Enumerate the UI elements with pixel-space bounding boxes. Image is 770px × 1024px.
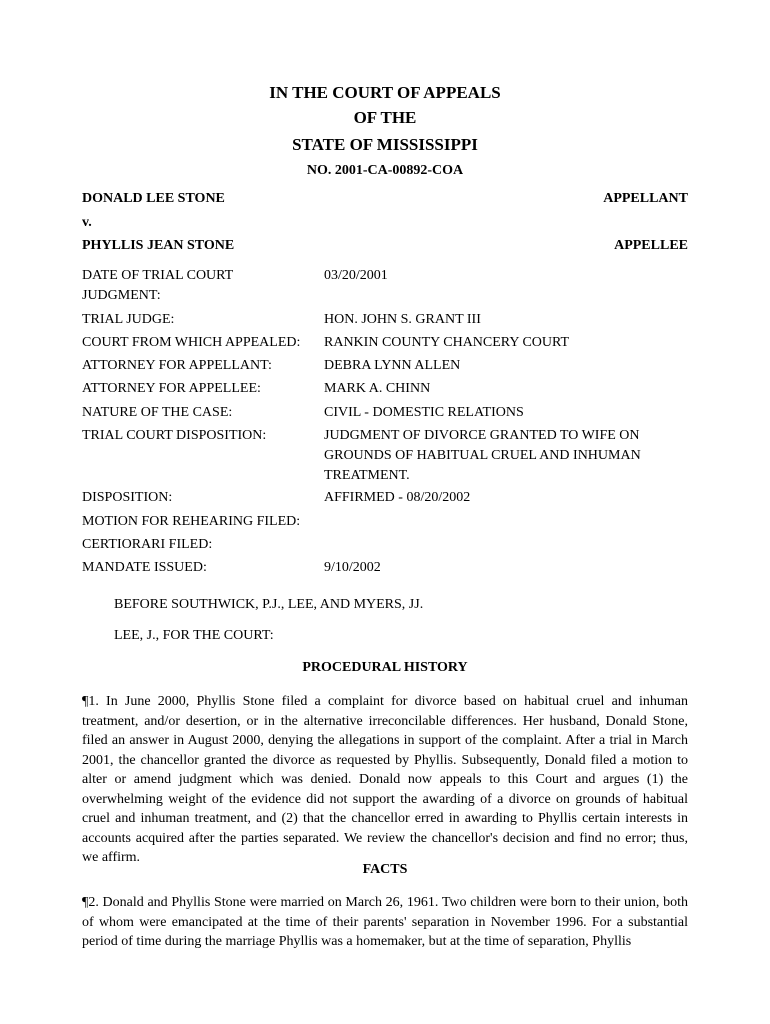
trial-disposition-label: TRIAL COURT DISPOSITION: xyxy=(82,428,267,443)
court-title-line-2: OF THE xyxy=(353,108,417,127)
disposition-label: DISPOSITION: xyxy=(82,490,173,505)
opinion-author: LEE, J., FOR THE COURT: xyxy=(114,628,274,643)
disposition-value: AFFIRMED - 08/20/2002 xyxy=(324,490,471,505)
court-appealed-value: RANKIN COUNTY CHANCERY COURT xyxy=(324,335,570,350)
mandate-label: MANDATE ISSUED: xyxy=(82,560,207,575)
court-title-line-1: IN THE COURT OF APPEALS xyxy=(269,83,501,102)
appellant-row xyxy=(82,190,688,208)
appellee-role: APPELLEE xyxy=(614,238,688,253)
trial-judgment-label: DATE OF TRIAL COURT JUDGMENT: xyxy=(82,268,234,303)
facts-heading: FACTS xyxy=(362,862,408,877)
procedural-history-heading: PROCEDURAL HISTORY xyxy=(302,660,468,675)
paragraph-1: ¶1. In June 2000, Phyllis Stone filed a complaint for divorce based on habitual cruel and inhuman treatment, and/or desertion, or in the alternative irreconcilable differences. Her husband, Donald Stone, filed an answer in August 2000, denying the allegations in support of the complaint. After a trial in March 2001, the chancellor granted the divorce as requested by Phyllis. Subsequently, Donald filed a motion to alter or amend judgment which was denied. Donald now appeals to this Court and argues (1) the overwhelming weight of the evidence did not support the awarding of a divorce on grounds of habitual cruel and inhuman treatment, and (2) that the chancellor erred in awarding to Phyllis certain interests in accounts acquired after the parties separated. We review the chancellor's decision and find no error; thus, we affirm. xyxy=(82,694,688,865)
certiorari-label: CERTIORARI FILED: xyxy=(82,537,213,552)
trial-judge-label: TRIAL JUDGE: xyxy=(82,312,175,327)
case-number: NO. 2001-CA-00892-COA xyxy=(306,163,464,178)
appellant-name: DONALD LEE STONE xyxy=(82,191,225,206)
panel-before: BEFORE SOUTHWICK, P.J., LEE, AND MYERS, JJ. xyxy=(114,597,424,612)
court-appealed-label: COURT FROM WHICH APPEALED: xyxy=(82,335,301,350)
mandate-value: 9/10/2002 xyxy=(324,560,381,575)
versus-text: v. xyxy=(82,215,92,230)
attorney-appellant-label: ATTORNEY FOR APPELLANT: xyxy=(82,358,272,373)
nature-of-case-value: CIVIL - DOMESTIC RELATIONS xyxy=(324,405,524,420)
nature-of-case-label: NATURE OF THE CASE: xyxy=(82,405,233,420)
trial-judge-value: HON. JOHN S. GRANT III xyxy=(324,312,481,327)
trial-judgment-value: 03/20/2001 xyxy=(324,268,388,283)
appellee-name: PHYLLIS JEAN STONE xyxy=(82,238,235,253)
attorney-appellee-value: MARK A. CHINN xyxy=(324,381,431,396)
appellee-row xyxy=(82,237,688,255)
attorney-appellant-value: DEBRA LYNN ALLEN xyxy=(324,358,461,373)
appellant-role: APPELLANT xyxy=(603,191,688,206)
versus-row xyxy=(82,214,688,232)
paragraph-2: ¶2. Donald and Phyllis Stone were married on March 26, 1961. Two children were born to their union, both of whom were emancipated at the time of their parents' separation in November 1996. For a substantial period of time during the marriage Phyllis was a homemaker, but at the time of separation, Phyllis xyxy=(82,895,688,949)
trial-disposition-value: JUDGMENT OF DIVORCE GRANTED TO WIFE ON GROUNDS OF HABITUAL CRUEL AND INHUMAN TREATMENT. xyxy=(324,428,641,483)
rehearing-label: MOTION FOR REHEARING FILED: xyxy=(82,514,301,529)
court-title-line-3: STATE OF MISSISSIPPI xyxy=(292,135,478,154)
attorney-appellee-label: ATTORNEY FOR APPELLEE: xyxy=(82,381,261,396)
